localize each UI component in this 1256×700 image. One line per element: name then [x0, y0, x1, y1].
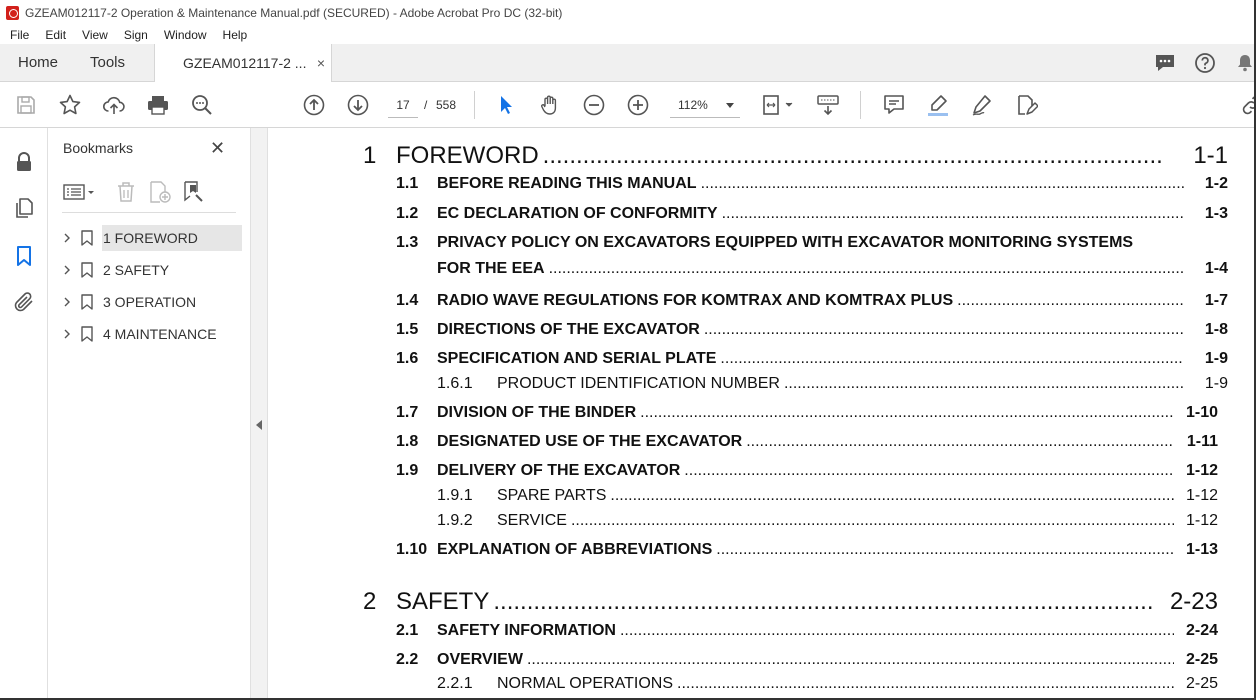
toc-title: SAFETY — [396, 588, 490, 615]
bookmark-item-maintenance[interactable] — [58, 321, 242, 347]
title-bar — [0, 0, 1256, 26]
toc-page: 1-8 — [1204, 321, 1228, 338]
toc-title: EC DECLARATION OF CONFORMITY — [437, 205, 718, 222]
toc-page: 2-24 — [1185, 622, 1218, 639]
toc-number: 1.7 — [396, 404, 419, 421]
collapse-left-icon — [256, 420, 262, 430]
toc-number: 1.10 — [396, 541, 428, 558]
toc-page: 1-12 — [1185, 512, 1218, 529]
tab-document-label: GZEAM012117-2 ... — [183, 55, 307, 71]
toc-entry[interactable] — [268, 512, 1218, 530]
acrobat-app-icon — [6, 6, 19, 20]
bookmarks-toolbar — [62, 178, 236, 206]
chevron-right-icon[interactable] — [62, 265, 72, 275]
toc-leader — [716, 541, 1174, 559]
lock-icon[interactable] — [12, 150, 36, 174]
toc-leader — [620, 622, 1174, 640]
toc-entry[interactable] — [268, 487, 1218, 505]
toc-number: 1.6 — [396, 350, 419, 367]
previous-page-icon[interactable] — [302, 93, 326, 117]
toc-title: NORMAL OPERATIONS — [497, 675, 674, 692]
bookmark-item-operation[interactable] — [58, 289, 242, 315]
help-icon[interactable] — [1194, 52, 1216, 74]
toc-entry[interactable] — [268, 205, 1228, 223]
toc-page: 1-7 — [1204, 292, 1228, 309]
toc-page: 1-12 — [1185, 487, 1218, 504]
chevron-right-icon[interactable] — [62, 233, 72, 243]
delete-bookmark-icon[interactable] — [114, 180, 138, 204]
print-icon[interactable] — [146, 93, 170, 117]
toc-title: DIVISION OF THE BINDER — [437, 404, 637, 421]
toc-title: DELIVERY OF THE EXCAVATOR — [437, 462, 681, 479]
find-bookmark-icon[interactable] — [182, 180, 206, 204]
toc-number: 1.3 — [396, 234, 419, 251]
toc-entry[interactable] — [268, 462, 1218, 480]
fit-page-icon[interactable] — [762, 93, 796, 117]
toc-title: DIRECTIONS OF THE EXCAVATOR — [437, 321, 700, 338]
bookmark-icon — [80, 294, 94, 310]
bookmark-options-icon[interactable] — [62, 180, 98, 204]
bookmark-item-safety[interactable] — [58, 257, 242, 283]
toc-page: 1-9 — [1204, 375, 1228, 392]
toc-leader — [543, 142, 1164, 170]
page-total: 558 — [436, 98, 457, 112]
toc-title: OVERVIEW — [437, 651, 523, 668]
toc-number: 1.9.2 — [437, 512, 473, 529]
divider — [62, 212, 236, 213]
toc-entry[interactable] — [268, 651, 1218, 669]
menu-view[interactable]: View — [82, 28, 108, 42]
toc-title: PRIVACY POLICY ON EXCAVATORS EQUIPPED WITH EXCAVATOR MONITORING SYSTEMS — [437, 234, 1134, 251]
toc-number: 2.2 — [396, 651, 419, 668]
toc-number: 1.6.1 — [437, 375, 473, 392]
attachments-paperclip-icon[interactable] — [12, 290, 36, 314]
toc-leader — [493, 588, 1154, 616]
toc-entry[interactable] — [268, 404, 1218, 422]
bookmark-panel-icon[interactable] — [12, 244, 36, 268]
toc-entry[interactable] — [268, 350, 1228, 368]
zoom-out-icon[interactable] — [582, 93, 606, 117]
toc-number: 1.9.1 — [437, 487, 473, 504]
tab-bar — [0, 44, 1256, 82]
toc-page: 1-12 — [1185, 462, 1218, 479]
toc-entry[interactable] — [268, 175, 1228, 193]
panel-collapse-handle[interactable] — [250, 128, 268, 700]
page-number-input[interactable]: 17 — [388, 92, 418, 118]
chevron-down-icon — [726, 103, 734, 108]
toc-entry[interactable] — [268, 375, 1228, 393]
menu-file[interactable]: File — [10, 28, 30, 42]
toc-number: 2.1 — [396, 622, 419, 639]
toc-page: 1-3 — [1204, 205, 1228, 222]
bookmark-label: 4 MAINTENANCE — [103, 326, 217, 342]
toc-page: 1-10 — [1185, 404, 1218, 421]
edit-document-icon[interactable] — [1014, 93, 1038, 117]
toc-number: 1.2 — [396, 205, 419, 222]
toc-leader — [677, 675, 1174, 693]
main-toolbar — [0, 82, 1256, 128]
toc-page: 2-23 — [1169, 588, 1218, 615]
toc-page: 1-1 — [1193, 142, 1228, 169]
tab-close-button[interactable]: × — [316, 55, 325, 71]
zoom-level-value: 112% — [678, 98, 708, 112]
toc-title: PRODUCT IDENTIFICATION NUMBER — [497, 375, 780, 392]
toc-page: 1-13 — [1185, 541, 1218, 558]
toc-entry[interactable] — [268, 675, 1218, 693]
toc-title: BEFORE READING THIS MANUAL — [437, 175, 697, 192]
toc-title: SPARE PARTS — [497, 487, 607, 504]
toc-title: FOR THE EEA — [437, 260, 545, 277]
hand-tool-icon[interactable] — [538, 93, 562, 117]
toc-page: 1-9 — [1204, 350, 1228, 367]
chevron-right-icon[interactable] — [62, 329, 72, 339]
toc-page: 1-11 — [1186, 433, 1218, 450]
bookmark-icon — [80, 326, 94, 342]
menu-window[interactable]: Window — [163, 28, 207, 42]
toc-leader — [720, 350, 1184, 368]
toc-page: 2-25 — [1185, 675, 1218, 692]
toc-title: FOREWORD — [396, 142, 539, 169]
tab-home[interactable]: Home — [18, 54, 59, 71]
highlight-pen-icon[interactable] — [926, 93, 950, 117]
toc-entry[interactable] — [268, 142, 1228, 170]
toc-page: 1-2 — [1204, 175, 1228, 192]
tab-document[interactable] — [154, 44, 332, 83]
toc-leader — [957, 292, 1184, 310]
bookmark-item-foreword[interactable] — [58, 225, 242, 251]
menu-sign[interactable]: Sign — [123, 28, 148, 42]
toc-title: EXPLANATION OF ABBREVIATIONS — [437, 541, 713, 558]
tab-tools[interactable]: Tools — [90, 54, 126, 71]
toc-title: SAFETY INFORMATION — [437, 622, 616, 639]
toc-leader — [746, 433, 1174, 451]
bookmark-icon — [80, 230, 94, 246]
toc-title: DESIGNATED USE OF THE EXCAVATOR — [437, 433, 743, 450]
toolbar-divider — [474, 91, 475, 119]
toc-page: 2-25 — [1185, 651, 1218, 668]
page-thumbnails-icon[interactable] — [12, 196, 36, 220]
toolbar-divider — [860, 91, 861, 119]
document-page[interactable] — [268, 128, 1254, 700]
page-separator: / — [424, 98, 428, 112]
toc-leader — [549, 260, 1184, 278]
menu-edit[interactable]: Edit — [45, 28, 67, 42]
save-icon[interactable] — [14, 93, 38, 117]
chevron-right-icon[interactable] — [62, 297, 72, 307]
bookmark-label: 1 FOREWORD — [102, 225, 242, 251]
toc-leader — [571, 512, 1174, 530]
toc-number: 2.2.1 — [437, 675, 473, 692]
notification-bell-icon[interactable] — [1234, 52, 1256, 74]
left-navigation-rail — [0, 128, 48, 700]
toc-entry[interactable] — [268, 433, 1218, 451]
toc-number: 1.9 — [396, 462, 419, 479]
toc-title: RADIO WAVE REGULATIONS FOR KOMTRAX AND KOMTRAX PLUS — [437, 292, 954, 309]
toc-leader — [722, 205, 1184, 223]
toc-entry[interactable] — [268, 292, 1228, 310]
menu-help[interactable]: Help — [222, 28, 248, 42]
scroll-mode-icon[interactable] — [816, 93, 840, 117]
new-bookmark-icon[interactable] — [148, 180, 172, 204]
toc-entry[interactable] — [268, 622, 1218, 640]
close-icon[interactable]: ✕ — [210, 138, 226, 158]
cloud-upload-icon[interactable] — [102, 93, 126, 117]
zoom-in-icon[interactable] — [626, 93, 650, 117]
toc-entry[interactable] — [268, 260, 1228, 278]
toc-leader — [704, 321, 1184, 339]
zoom-level-select[interactable] — [670, 92, 740, 118]
menu-bar — [0, 26, 263, 44]
toc-entry[interactable] — [268, 588, 1218, 616]
search-zoom-icon[interactable] — [190, 93, 214, 117]
bookmark-icon — [80, 262, 94, 278]
sign-pen-icon[interactable] — [970, 93, 994, 117]
toc-number: 1.5 — [396, 321, 419, 338]
toc-number: 1 — [363, 142, 377, 169]
toc-number: 2 — [363, 588, 377, 615]
toc-title: SPECIFICATION AND SERIAL PLATE — [437, 350, 717, 367]
window-title: GZEAM012117-2 Operation & Maintenance Manual.pdf (SECURED) - Adobe Acrobat Pro DC (32-bit) — [25, 6, 563, 20]
toc-leader — [610, 487, 1174, 505]
toc-leader — [684, 462, 1174, 480]
toc-number: 1.1 — [396, 175, 419, 192]
toc-entry[interactable] — [268, 541, 1218, 559]
toc-number: 1.4 — [396, 292, 419, 309]
toc-title: SERVICE — [497, 512, 567, 529]
bookmarks-title: Bookmarks — [63, 140, 134, 156]
star-bookmark-icon[interactable] — [58, 93, 82, 117]
toc-leader — [640, 404, 1174, 422]
bookmarks-panel — [48, 128, 250, 700]
toc-number: 1.8 — [396, 433, 419, 450]
select-cursor-icon[interactable] — [494, 93, 518, 117]
toc-entry-first-line[interactable] — [268, 234, 1228, 252]
toc-entry[interactable] — [268, 321, 1228, 339]
add-comment-icon[interactable] — [882, 93, 906, 117]
bookmark-label: 2 SAFETY — [103, 262, 170, 278]
toc-leader — [784, 375, 1184, 393]
bookmark-label: 3 OPERATION — [103, 294, 197, 310]
comment-bubble-icon[interactable] — [1154, 52, 1176, 74]
toc-page: 1-4 — [1204, 260, 1228, 277]
toc-leader — [701, 175, 1184, 193]
toc-leader — [527, 651, 1174, 669]
next-page-icon[interactable] — [346, 93, 370, 117]
